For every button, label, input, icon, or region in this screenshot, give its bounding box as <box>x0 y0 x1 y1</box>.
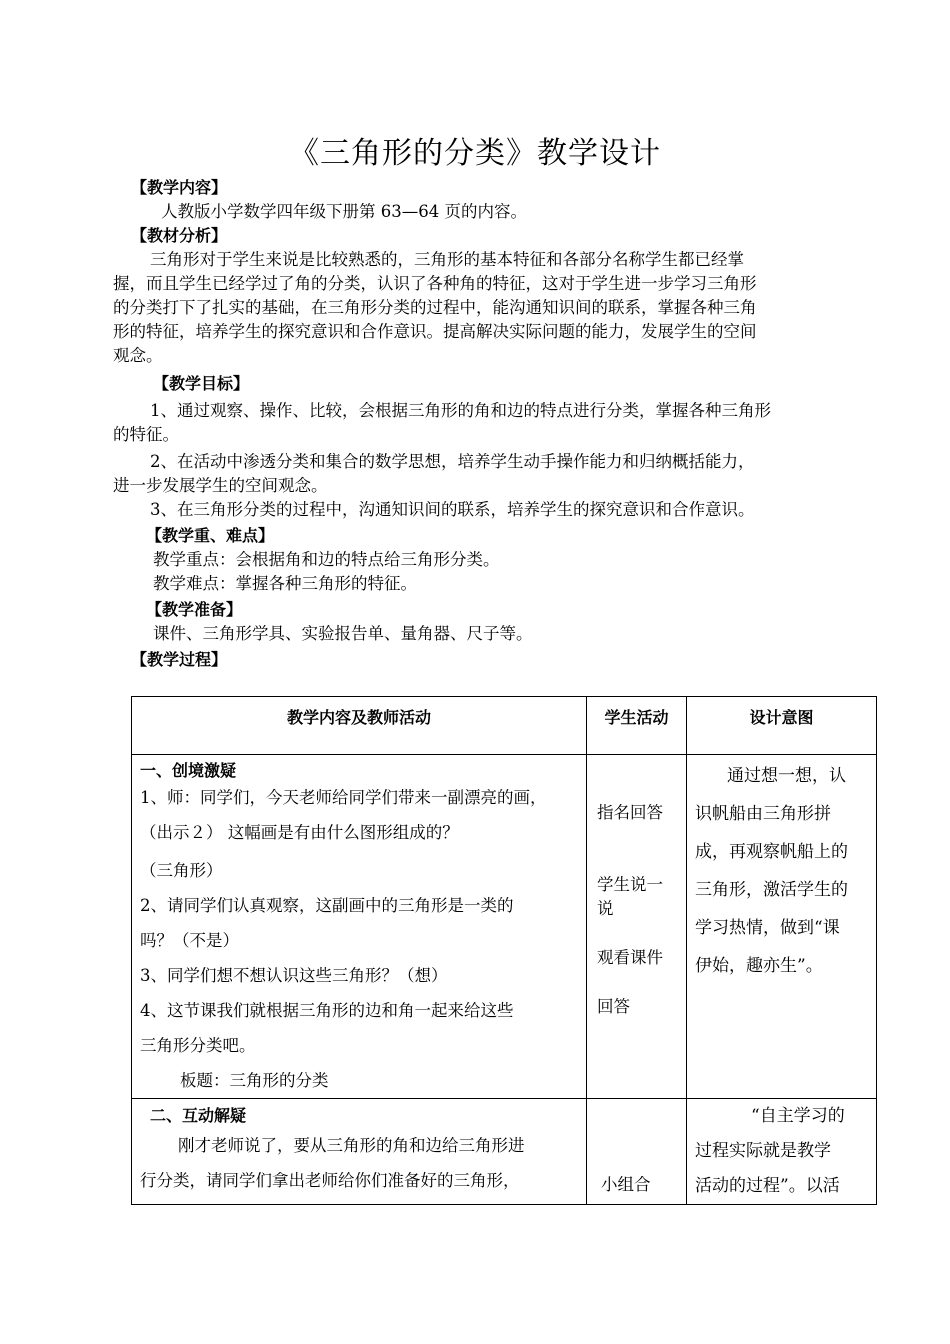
goal-line: 2、在活动中渗透分类和集合的数学思想，培养学生动手操作能力和归纳概括能力， <box>150 452 755 471</box>
content-text: 人教版小学数学四年级下册第 63—64 页的内容。 <box>161 202 527 221</box>
intent-line: 通过想一想，认 <box>727 766 846 786</box>
prep-text: 课件、三角形学具、实验报告单、量角器、尺子等。 <box>153 624 533 643</box>
student-activity-cell <box>587 755 687 1099</box>
table-header-row <box>132 697 877 755</box>
goal-line: 1、通过观察、操作、比较，会根据三角形的角和边的特点进行分类，掌握各种三角形 <box>150 401 771 420</box>
activity-line: 3、同学们想不想认识这些三角形？（想） <box>140 966 448 985</box>
intent-line: 学习热情，做到“课 <box>695 918 840 938</box>
activity-line: 三角形分类吧。 <box>140 1036 256 1055</box>
difficulty-text: 教学难点：掌握各种三角形的特征。 <box>153 574 417 593</box>
activity-line: 1、师：同学们，今天老师给同学们带来一副漂亮的画， <box>140 788 547 807</box>
student-line: 回答 <box>597 997 630 1016</box>
table-row <box>132 1099 877 1205</box>
column-header: 学生活动 <box>587 697 687 755</box>
teacher-activity-cell <box>132 1099 587 1205</box>
section-title: 二、互动解疑 <box>150 1106 247 1125</box>
analysis-line: 形的特征，培养学生的探究意识和合作意识。提高解决实际问题的能力，发展学生的空间 <box>113 322 757 341</box>
column-header: 教学内容及教师活动 <box>132 697 587 755</box>
activity-line: （出示２） 这幅画是有由什么图形组成的？ <box>140 823 459 842</box>
activity-line: 4、这节课我们就根据三角形的边和角一起来给这些 <box>140 1001 514 1020</box>
student-line: 观看课件 <box>597 948 663 967</box>
design-intent-cell <box>687 1099 877 1205</box>
activity-line: 行分类，请同学们拿出老师给你们准备好的三角形， <box>140 1171 520 1190</box>
intent-line: 过程实际就是教学 <box>695 1141 831 1161</box>
teacher-activity-cell <box>132 755 587 1099</box>
goal-line: 3、在三角形分类的过程中，沟通知识间的联系，培养学生的探究意识和合作意识。 <box>150 500 755 519</box>
design-intent-cell <box>687 755 877 1099</box>
activity-line: 2、请同学们认真观察，这副画中的三角形是一类的 <box>140 896 514 915</box>
keypoints-heading: 【教学重、难点】 <box>146 526 275 545</box>
intent-line: 三角形，激活学生的 <box>695 880 848 900</box>
student-activity-cell <box>587 1099 687 1205</box>
intent-line: 活动的过程”。以活 <box>695 1176 840 1196</box>
section-title: 一、创境激疑 <box>140 761 237 780</box>
intent-line: 识帆船由三角形拼 <box>695 804 831 824</box>
analysis-line: 握，而且学生已经学过了角的分类，认识了各种角的特征，这对于学生进一步学习三角形 <box>113 274 757 293</box>
activity-line: 板题：三角形的分类 <box>180 1071 329 1090</box>
goals-heading: 【教学目标】 <box>153 374 250 393</box>
goal-line: 的特征。 <box>113 425 179 444</box>
table-row <box>132 755 877 1099</box>
student-line: 小组合 <box>601 1175 651 1194</box>
process-table <box>131 696 877 1205</box>
activity-line: 刚才老师说了，要从三角形的角和边给三角形进 <box>178 1136 525 1155</box>
student-line: 学生说一 <box>597 875 663 894</box>
analysis-line: 三角形对于学生来说是比较熟悉的，三角形的基本特征和各部分名称学生都已经掌 <box>150 250 744 269</box>
document-title: 《三角形的分类》教学设计 <box>289 136 661 171</box>
column-header: 设计意图 <box>687 697 877 755</box>
analysis-line: 观念。 <box>113 346 163 365</box>
intent-line: 伊始，趣亦生”。 <box>695 956 823 976</box>
keypoint-text: 教学重点：会根据角和边的特点给三角形分类。 <box>153 550 500 569</box>
prep-heading: 【教学准备】 <box>146 600 243 619</box>
student-line: 说 <box>597 899 614 918</box>
intent-line: “自主学习的 <box>751 1106 845 1126</box>
activity-line: （三角形） <box>140 861 223 880</box>
analysis-line: 的分类打下了扎实的基础，在三角形分类的过程中，能沟通知识间的联系，掌握各种三角 <box>113 298 757 317</box>
process-heading: 【教学过程】 <box>131 650 228 669</box>
goal-line: 进一步发展学生的空间观念。 <box>113 476 328 495</box>
content-heading: 【教学内容】 <box>131 178 228 197</box>
activity-line: 吗？（不是） <box>140 931 239 950</box>
analysis-heading: 【教材分析】 <box>131 226 228 245</box>
intent-line: 成，再观察帆船上的 <box>695 842 848 862</box>
student-line: 指名回答 <box>597 803 663 822</box>
